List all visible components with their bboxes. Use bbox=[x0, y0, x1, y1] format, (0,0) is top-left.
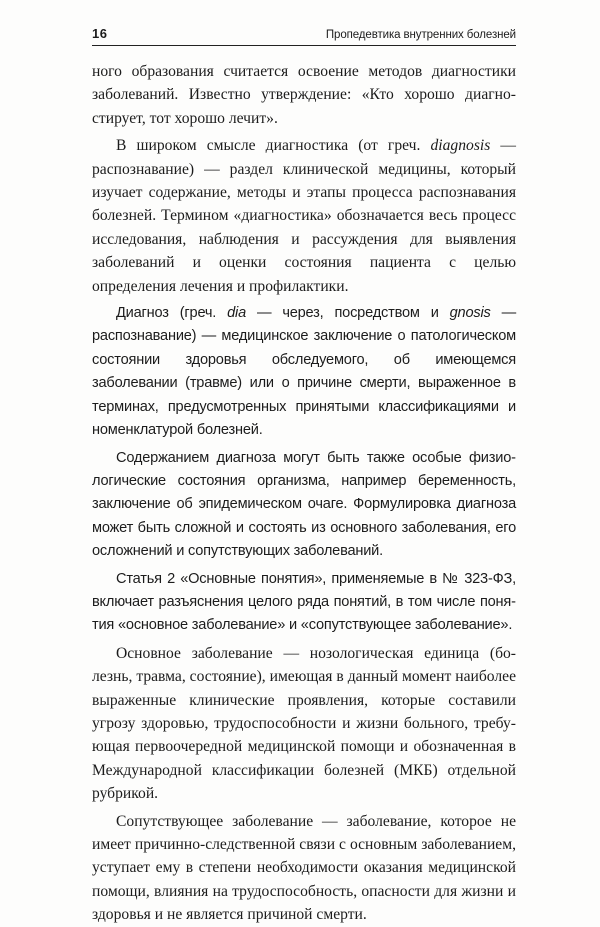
text-run: — распознавание) — раздел клинической медицины, который изучает содержание, методы и этапы процесса распознавания болезней. Термином «диагностика» обозначается весь процесс исследования, наблюдения и рассуждения для выявления заболеваний и оценки состояния пациента с целью определения лечения и профилактики. bbox=[92, 137, 516, 295]
text-run: В широком смысле диагностика (от греч. bbox=[116, 137, 431, 155]
text-run: — через, посредством и bbox=[245, 305, 450, 322]
greek-term: gnosis bbox=[449, 305, 491, 322]
page-number: 16 bbox=[92, 26, 108, 41]
greek-term: dia bbox=[227, 305, 246, 322]
paragraph-continuation: ного образования считается освоение методов диагностики заболеваний. Известно утверждение: «Кто хорошо диагностирует, тот хорошо лечит». bbox=[92, 63, 516, 127]
paragraph-diagnostics-definition bbox=[92, 134, 516, 298]
text-run: Диагноз (греч. bbox=[116, 305, 228, 322]
paragraph-main-disease: Основное заболевание — нозологическая единица (болезнь, травма, состояние), имеющая в данный момент наиболее выраженные клинические проявления, которые составили угрозу здоровью, трудоспособности и жизни больного, требующая первоочередной медицинской помощи и обозначенная в Международной классификации болезней (МКБ) отдельной рубрикой. bbox=[92, 644, 516, 803]
paragraph-article-2: Статья 2 «Основные понятия», применяемые в № 323-ФЗ, включает разъяснения целого ряда понятий, в том числе понятия «основное заболевание» и «сопутствующее заболевание». bbox=[92, 570, 516, 634]
paragraph-diagnosis-definition bbox=[92, 302, 516, 442]
book-title: Пропедевтика внутренних болезней bbox=[325, 29, 516, 41]
body-text bbox=[92, 60, 516, 927]
text-run: — распознавание) — медицинское заключение о патологическом состоянии здоровья обследуемого, об имеющемся заболевании (травме) или о причине смерти, выраженное в терминах, предусмотренных принятыми классификациями и номенклатурой болезней. bbox=[92, 305, 516, 439]
greek-term: diagnosis bbox=[430, 137, 491, 155]
paragraph-diagnosis-content: Содержанием диагноза могут быть также особые физиологические состояния организма, например беременность, заключение об эпидемическом очаге. Формулировка диагноза может быть сложной и состоять из основного заболевания, его осложнений и сопутствующих заболеваний. bbox=[92, 449, 516, 560]
running-head bbox=[92, 26, 516, 46]
paragraph-concomitant-disease: Сопутствующее заболевание — заболевание, которое не имеет причинно-следственной связи с основным заболеванием, уступает ему в степени необходимости оказания медицинской помощи, влияния на трудоспособность, опасности для жизни и здоровья и не является причиной смерти. bbox=[92, 812, 516, 924]
